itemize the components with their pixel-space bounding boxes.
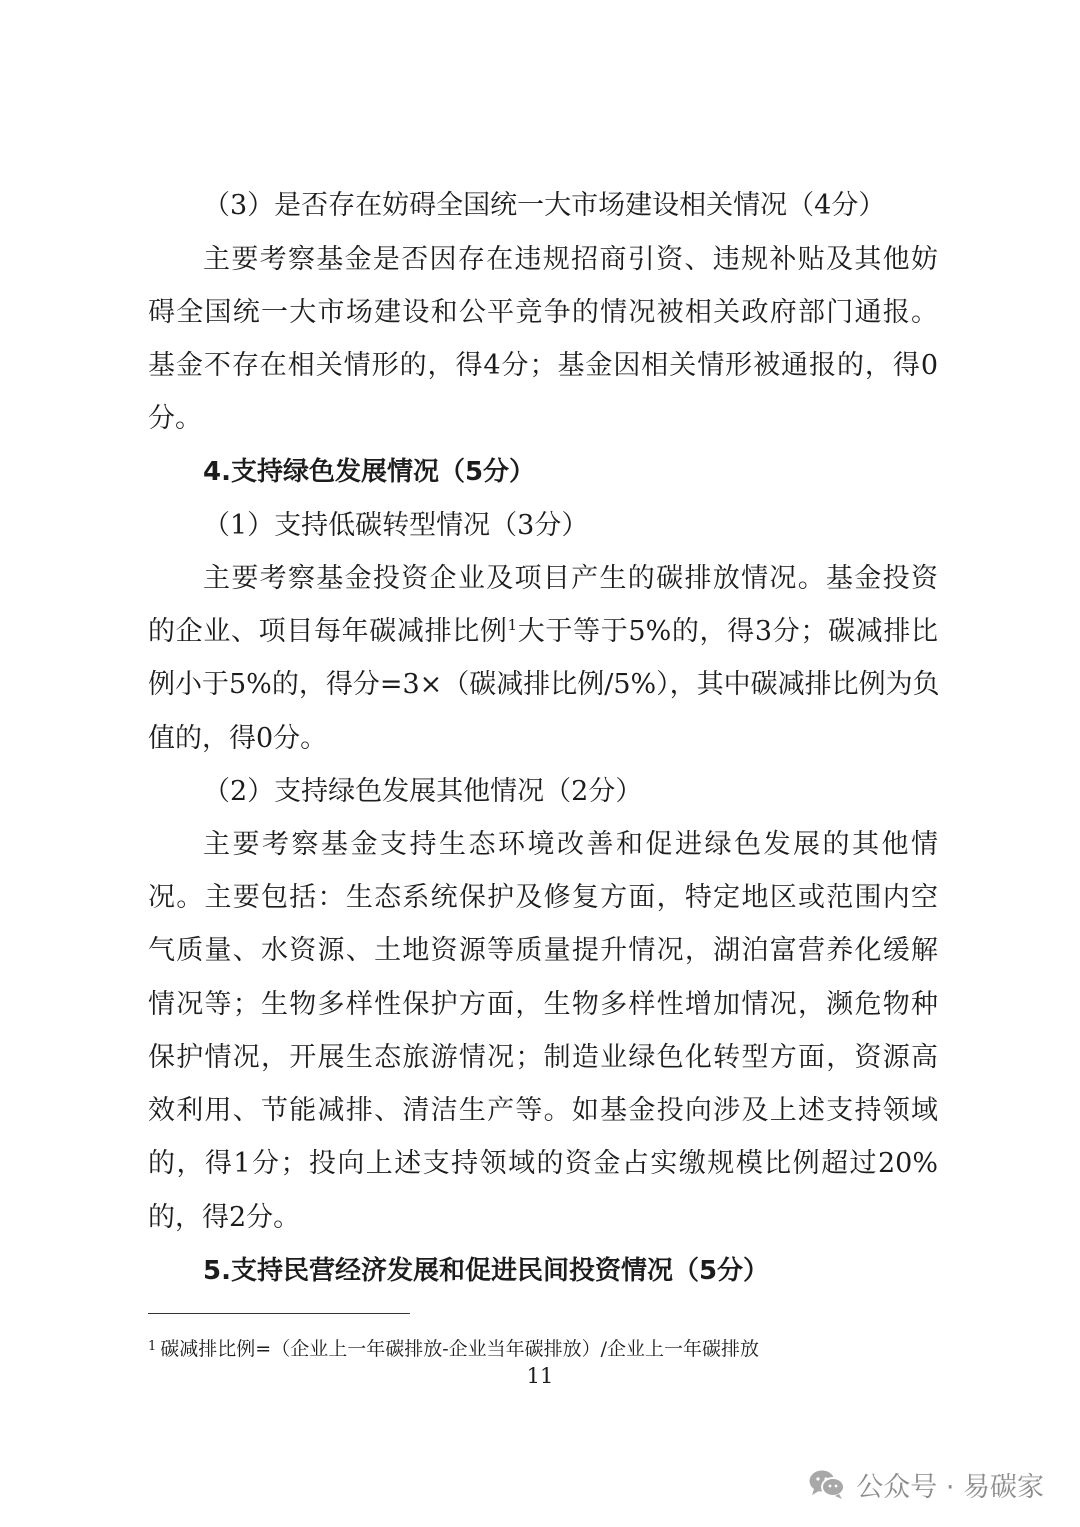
footnote-reference: 1	[507, 616, 518, 634]
paragraph-line: 情况等；生物多样性保护方面，生物多样性增加情况，濒危物种	[148, 989, 938, 1020]
paragraph-line: 效利用、节能减排、清洁生产等。如基金投向涉及上述支持领域	[148, 1095, 938, 1126]
text-span: 的企业、项目每年碳减排比例	[148, 616, 508, 647]
text-span: 大于等于5%的，得3分；碳减排比	[517, 616, 938, 647]
footnote-text: 碳减排比例=（企业上一年碳排放-企业当年碳排放）/企业上一年碳排放	[160, 1338, 760, 1360]
paragraph-line: 况。主要包括：生态系统保护及修复方面，特定地区或范围内空	[148, 882, 938, 913]
paragraph-line: 的，得2分。	[148, 1202, 301, 1233]
paragraph-line: 主要考察基金支持生态环境改善和促进绿色发展的其他情	[203, 829, 938, 860]
subsection-heading-2: （2）支持绿色发展其他情况（2分）	[203, 776, 643, 807]
footnote	[148, 1334, 759, 1362]
subsection-heading-1: （1）支持低碳转型情况（3分）	[203, 510, 589, 541]
paragraph-line: 例小于5%的，得分=3×（碳减排比例/5%），其中碳减排比例为负	[148, 669, 940, 700]
paragraph-line: 基金不存在相关情形的，得4分；基金因相关情形被通报的，得0	[148, 350, 938, 381]
watermark	[808, 1466, 1044, 1502]
paragraph-line: 气质量、水资源、土地资源等质量提升情况，湖泊富营养化缓解	[148, 935, 938, 966]
paragraph-line: 主要考察基金投资企业及项目产生的碳排放情况。基金投资	[203, 563, 938, 594]
paragraph-line: 分。	[148, 403, 202, 434]
paragraph-line: 的，得1分；投向上述支持领域的资金占实缴规模比例超过20%	[148, 1148, 938, 1179]
paragraph-line: 碍全国统一大市场建设和公平竞争的情况被相关政府部门通报。	[148, 297, 938, 328]
page-number: 11	[526, 1364, 554, 1388]
footnote-divider	[148, 1313, 410, 1314]
paragraph-line: 主要考察基金是否因存在违规招商引资、违规补贴及其他妨	[203, 244, 938, 275]
paragraph-line	[148, 612, 938, 652]
watermark-text: 公众号 · 易碳家	[856, 1471, 1044, 1503]
paragraph-line: 保护情况，开展生态旅游情况；制造业绿色化转型方面，资源高	[148, 1042, 938, 1073]
paragraph-line: 值的，得0分。	[148, 723, 328, 754]
subsection-heading-3: （3）是否存在妨碍全国统一大市场建设相关情况（4分）	[203, 190, 886, 221]
section-heading-5: 5.支持民营经济发展和促进民间投资情况（5分）	[203, 1256, 770, 1286]
footnote-marker: 1	[148, 1339, 157, 1354]
section-heading-4: 4.支持绿色发展情况（5分）	[203, 457, 536, 487]
wechat-icon	[808, 1468, 846, 1500]
